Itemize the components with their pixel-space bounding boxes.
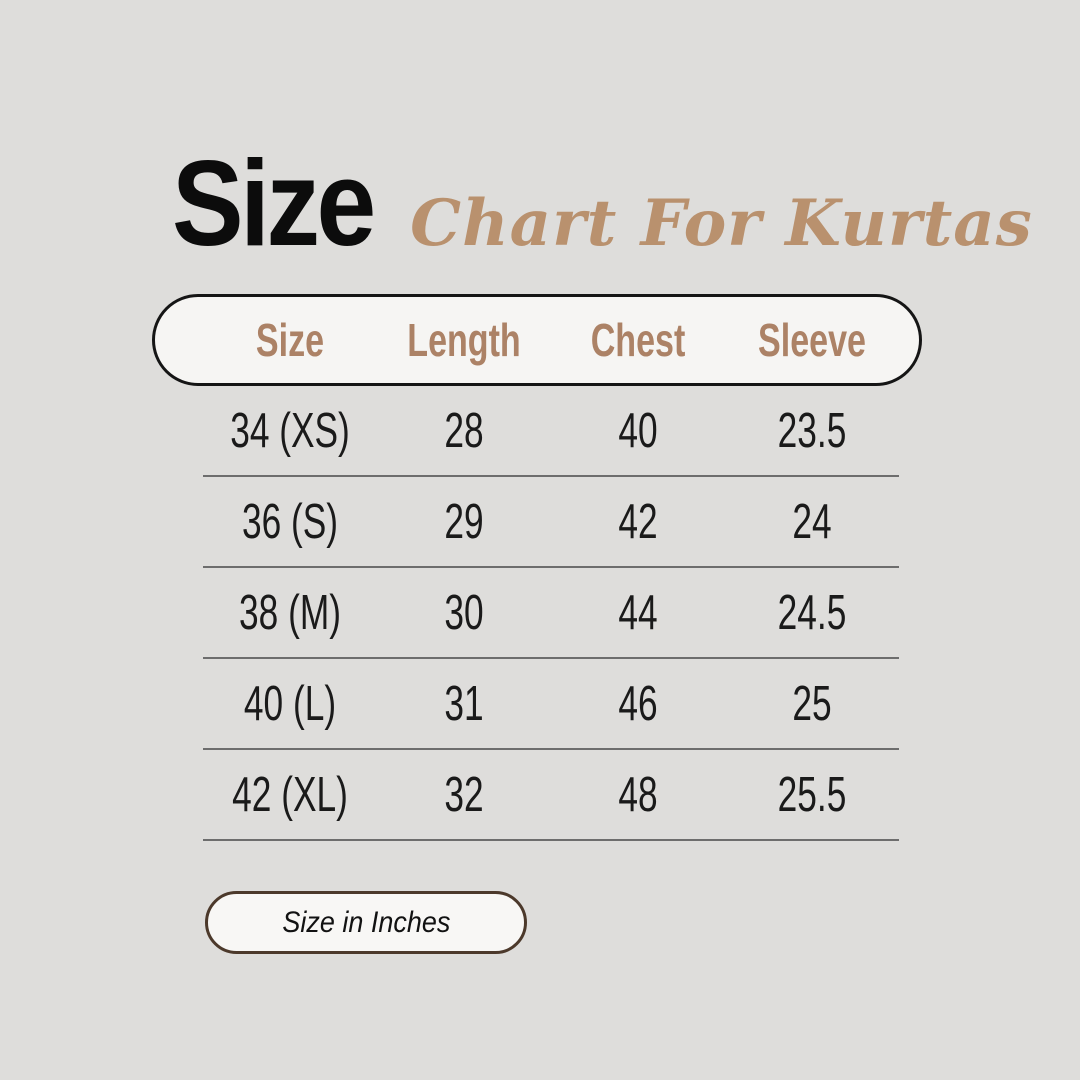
column-header-size: Size bbox=[255, 314, 325, 366]
title-accent-script: Chart For Kurtas bbox=[410, 186, 1033, 261]
cell-length: 30 bbox=[444, 585, 484, 640]
cell-sleeve: 25.5 bbox=[777, 767, 847, 822]
table-row bbox=[203, 477, 899, 568]
table-row bbox=[203, 750, 899, 841]
units-note-label: Size in Inches bbox=[281, 905, 451, 939]
table-row bbox=[203, 386, 899, 477]
cell-size: 40 (L) bbox=[243, 676, 337, 731]
column-header-length: Length bbox=[407, 314, 521, 366]
table-header-pill bbox=[152, 294, 922, 386]
cell-chest: 44 bbox=[618, 585, 658, 640]
title-main: Size bbox=[172, 135, 373, 271]
cell-sleeve: 24 bbox=[792, 494, 832, 549]
page-title bbox=[172, 135, 1033, 271]
cell-sleeve: 24.5 bbox=[777, 585, 847, 640]
table-row bbox=[203, 659, 899, 750]
cell-length: 32 bbox=[444, 767, 484, 822]
cell-size: 34 (XS) bbox=[230, 403, 350, 458]
cell-sleeve: 23.5 bbox=[777, 403, 847, 458]
cell-chest: 46 bbox=[618, 676, 658, 731]
column-header-sleeve: Sleeve bbox=[758, 314, 866, 366]
cell-length: 31 bbox=[444, 676, 484, 731]
size-table bbox=[203, 386, 899, 841]
cell-size: 42 (XL) bbox=[232, 767, 348, 822]
column-header-chest: Chest bbox=[590, 314, 686, 366]
cell-size: 38 (M) bbox=[239, 585, 341, 640]
table-row bbox=[203, 568, 899, 659]
cell-sleeve: 25 bbox=[792, 676, 832, 731]
cell-chest: 48 bbox=[618, 767, 658, 822]
cell-length: 28 bbox=[444, 403, 484, 458]
units-note-pill bbox=[205, 891, 527, 954]
cell-chest: 42 bbox=[618, 494, 658, 549]
cell-length: 29 bbox=[444, 494, 484, 549]
cell-size: 36 (S) bbox=[241, 494, 339, 549]
cell-chest: 40 bbox=[618, 403, 658, 458]
